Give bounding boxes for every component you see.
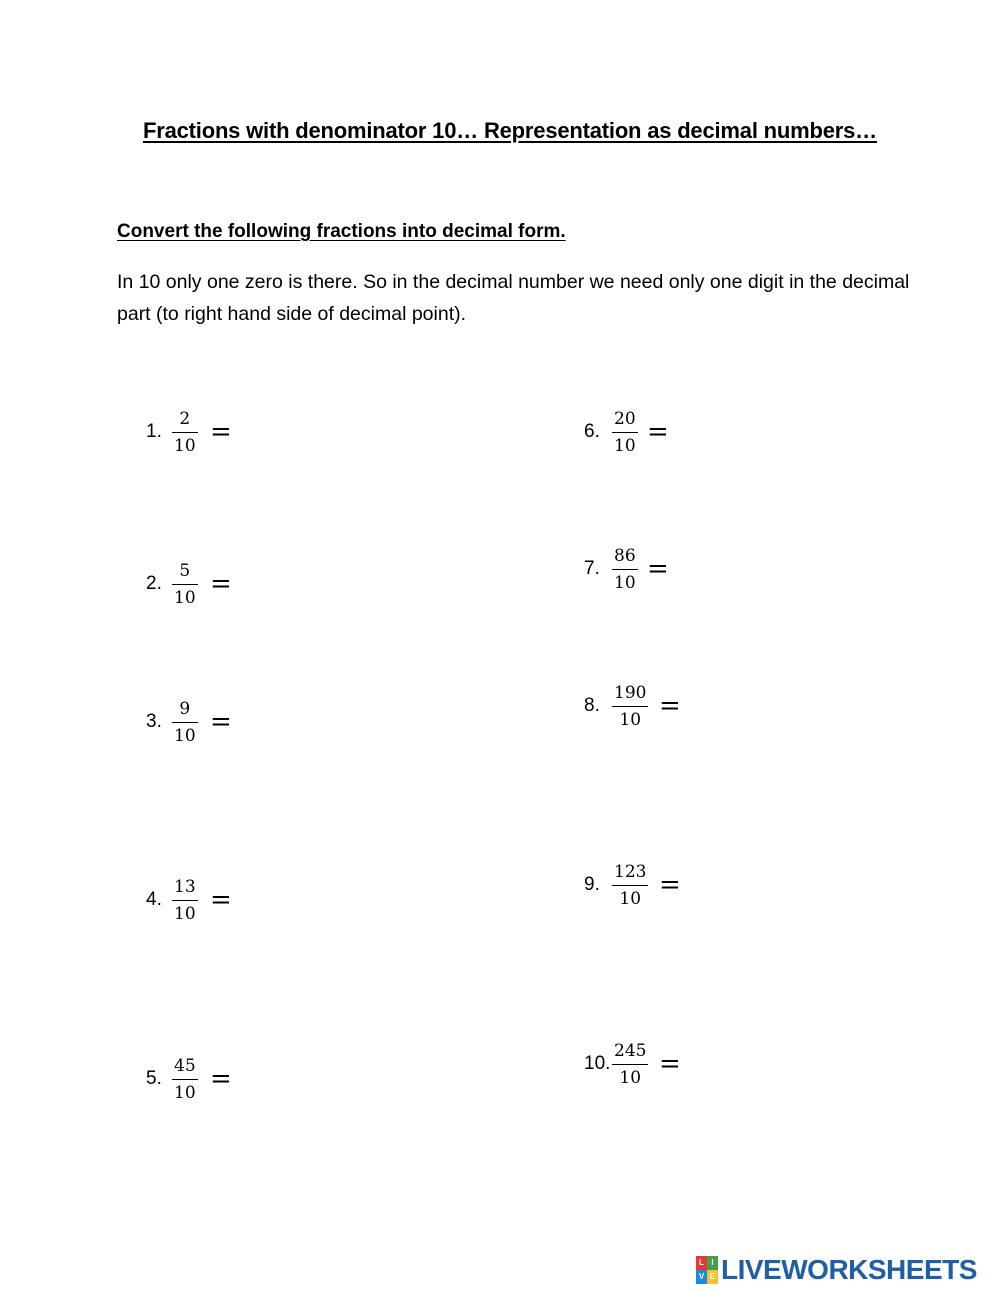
fraction — [612, 676, 648, 736]
logo-text: LIVEWORKSHEETS — [721, 1254, 977, 1285]
equals-sign: = — [647, 554, 669, 584]
denominator: 10 — [174, 1082, 196, 1103]
equals-sign: = — [210, 707, 232, 737]
problem-label: 5. — [146, 1068, 162, 1089]
problem-label: 10. — [584, 1053, 611, 1074]
fraction — [612, 855, 648, 915]
equals-sign: = — [210, 1064, 232, 1094]
denominator: 10 — [619, 709, 642, 730]
problem-label: 3. — [146, 711, 162, 732]
problem-label: 1. — [146, 421, 162, 442]
denominator: 10 — [614, 435, 636, 456]
logo-icon-tile: V — [696, 1270, 707, 1284]
numerator: 123 — [614, 861, 647, 882]
numerator: 5 — [179, 560, 191, 581]
intro-paragraph: In 10 only one zero is there. So in the decimal number we need only one digit in the decimal part (to right hand side of decimal point). — [117, 271, 910, 325]
numerator: 45 — [174, 1055, 196, 1076]
problem-label: 4. — [146, 889, 162, 910]
fraction — [612, 1034, 648, 1094]
numerator: 9 — [179, 698, 191, 719]
numerator: 245 — [614, 1040, 647, 1061]
fraction — [172, 1049, 198, 1109]
denominator: 10 — [174, 725, 196, 746]
equals-sign: = — [647, 417, 669, 447]
fraction-bar — [172, 1079, 198, 1080]
logo-icon-tile: E — [707, 1270, 718, 1284]
equals-sign: = — [210, 417, 232, 447]
problem-label: 2. — [146, 573, 162, 594]
problem-label: 7. — [584, 558, 600, 579]
denominator: 10 — [614, 572, 636, 593]
denominator: 10 — [174, 587, 196, 608]
instruction-heading: Convert the following fractions into decimal form. — [117, 221, 566, 242]
equals-sign: = — [659, 870, 681, 900]
numerator: 2 — [179, 408, 191, 429]
equals-sign: = — [659, 1049, 681, 1079]
fraction — [612, 539, 638, 599]
fraction-bar — [612, 569, 638, 570]
fraction-bar — [612, 885, 648, 886]
problem-label: 6. — [584, 421, 600, 442]
fraction-bar — [612, 432, 638, 433]
fraction-bar — [612, 706, 648, 707]
fraction — [172, 870, 198, 930]
logo-icon-tile: L — [696, 1256, 707, 1270]
liveworksheets-logo[interactable] — [696, 1254, 977, 1286]
logo-icon-tile: I — [707, 1256, 718, 1270]
page-title: Fractions with denominator 10… Representation as decimal numbers… — [143, 118, 877, 143]
denominator: 10 — [619, 888, 642, 909]
equals-sign: = — [210, 569, 232, 599]
fraction-bar — [172, 584, 198, 585]
numerator: 86 — [614, 545, 636, 566]
fraction-bar — [172, 432, 198, 433]
numerator: 13 — [174, 876, 196, 897]
equals-sign: = — [659, 691, 681, 721]
denominator: 10 — [619, 1067, 642, 1088]
numerator: 190 — [614, 682, 647, 703]
liveworksheets-icon — [696, 1256, 718, 1284]
fraction — [612, 402, 638, 462]
fraction — [172, 554, 198, 614]
fraction-bar — [172, 900, 198, 901]
equals-sign: = — [210, 885, 232, 915]
fraction-bar — [172, 722, 198, 723]
denominator: 10 — [174, 903, 196, 924]
fraction-bar — [612, 1064, 648, 1065]
fraction — [172, 402, 198, 462]
numerator: 20 — [614, 408, 636, 429]
denominator: 10 — [174, 435, 196, 456]
problem-label: 9. — [584, 874, 600, 895]
fraction — [172, 692, 198, 752]
problem-label: 8. — [584, 695, 600, 716]
